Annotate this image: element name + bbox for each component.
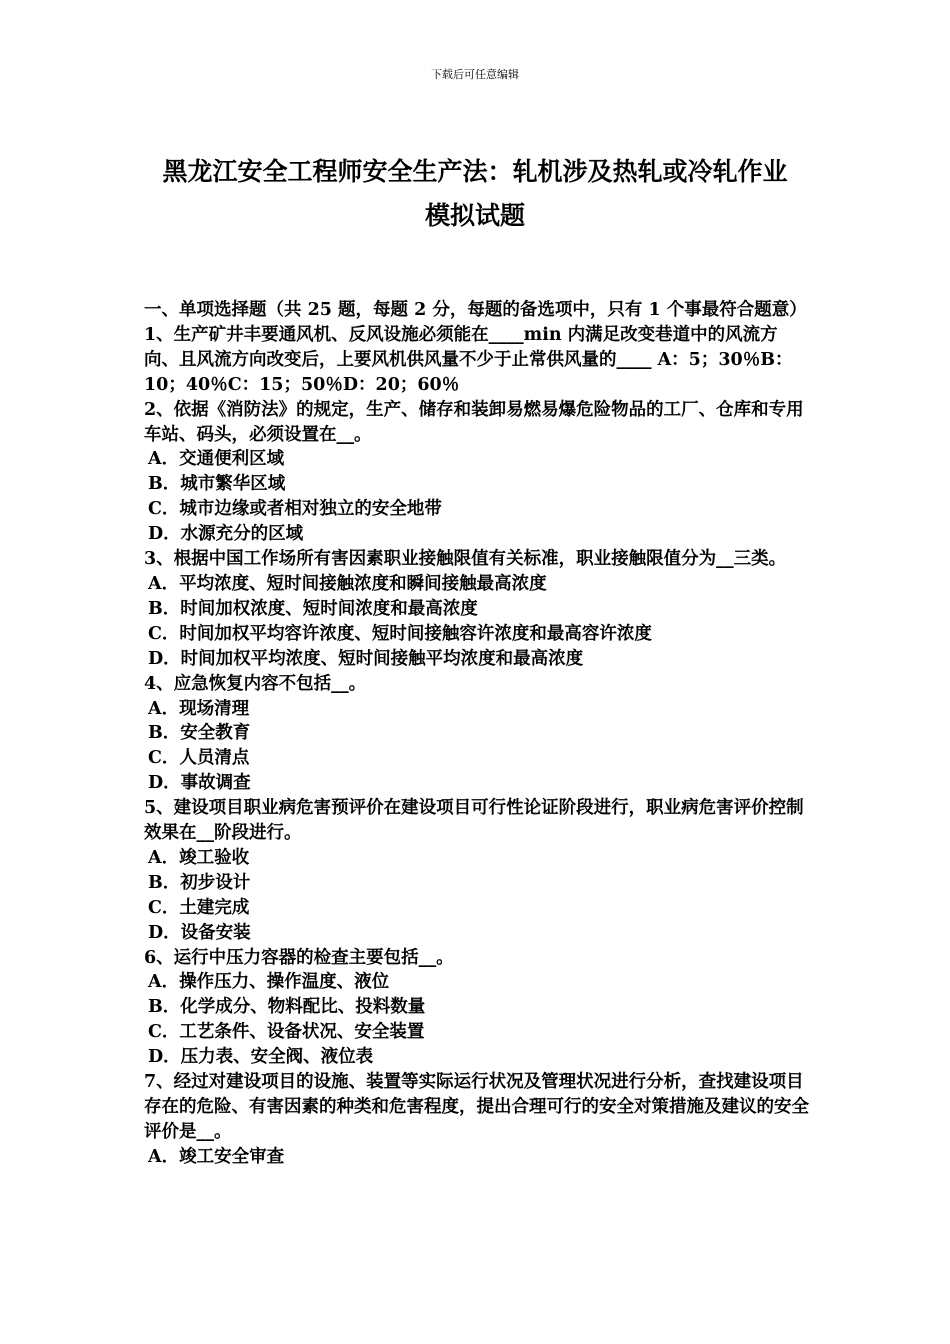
option-b: B．化学成分、物料配比、投料数量 — [148, 997, 426, 1018]
question-stem: 5、建设项目职业病危害预评价在建设项目可行性论证阶段进行，职业病危害评价控制效果在__阶段进行。 — [144, 798, 804, 844]
question-stem: 6、运行中压力容器的检查主要包括__。 — [144, 947, 454, 968]
question-body — [144, 298, 810, 1170]
section-intro: 一、单项选择题（共 25 题，每题 2 分，每题的备选项中，只有 1 个事最符合题意） — [144, 300, 807, 320]
document-title — [100, 150, 850, 238]
question-6 — [144, 946, 810, 1071]
question-3 — [144, 547, 810, 672]
option-d: D．水源充分的区域 — [148, 524, 304, 545]
option-a: A．交通便利区域 — [148, 449, 285, 470]
option-a: A．竣工验收 — [148, 847, 250, 868]
question-stem: 3、根据中国工作场所有害因素职业接触限值有关标准，职业接触限值分为__三类。 — [144, 549, 787, 570]
option-a: A．竣工安全审查 — [148, 1146, 285, 1167]
page-header: 下载后可任意编辑 — [431, 68, 519, 81]
title-line-2: 模拟试题 — [424, 201, 525, 230]
option-b: B．城市繁华区域 — [148, 474, 286, 495]
question-4 — [144, 672, 810, 797]
question-7 — [144, 1070, 810, 1170]
option-a: A．操作压力、操作温度、液位 — [148, 972, 390, 993]
option-c: C．时间加权平均容许浓度、短时间接触容许浓度和最高容许浓度 — [148, 623, 652, 644]
option-c: C．城市边缘或者相对独立的安全地带 — [148, 499, 442, 520]
title-line-1: 黑龙江安全工程师安全生产法：轧机涉及热轧或冷轧作业 — [162, 157, 788, 186]
option-b: B．安全教育 — [148, 723, 251, 744]
question-stem: 2、依据《消防法》的规定，生产、储存和装卸易燃易爆危险物品的工厂、仓库和专用车站、码头，必须设置在__。 — [144, 399, 804, 445]
option-c: C．人员清点 — [148, 748, 250, 769]
option-d: D．事故调查 — [148, 773, 251, 794]
option-b: B．时间加权浓度、短时间浓度和最高浓度 — [148, 598, 478, 619]
question-stem: 4、应急恢复内容不包括__。 — [144, 673, 367, 694]
option-d: D．设备安装 — [148, 922, 251, 943]
option-c: C．工艺条件、设备状况、安全装置 — [148, 1022, 425, 1043]
option-d: D．时间加权平均浓度、短时间接触平均浓度和最高浓度 — [148, 648, 584, 669]
question-stem: 7、经过对建设项目的设施、装置等实际运行状况及管理状况进行分析，查找建设项目存在的危险、有害因素的种类和危害程度，提出合理可行的安全对策措施及建议的安全评价是__。 — [144, 1072, 809, 1142]
option-a: A．现场清理 — [148, 698, 250, 719]
question-1 — [144, 323, 810, 398]
option-b: B．初步设计 — [148, 872, 251, 893]
option-c: C．土建完成 — [148, 897, 250, 918]
option-d: D．压力表、安全阀、液位表 — [148, 1047, 374, 1068]
question-2 — [144, 398, 810, 547]
option-a: A．平均浓度、短时间接触浓度和瞬间接触最高浓度 — [148, 573, 547, 594]
question-stem: 1、生产矿井丰要通风机、反风设施必须能在____min 内满足改变巷道中的风流方向、且风流方向改变后，上要风机供风量不少于止常供风量的____ A：5；30％B：10；40％C：15；50％D：20；60％ — [144, 324, 793, 395]
question-5 — [144, 796, 810, 945]
